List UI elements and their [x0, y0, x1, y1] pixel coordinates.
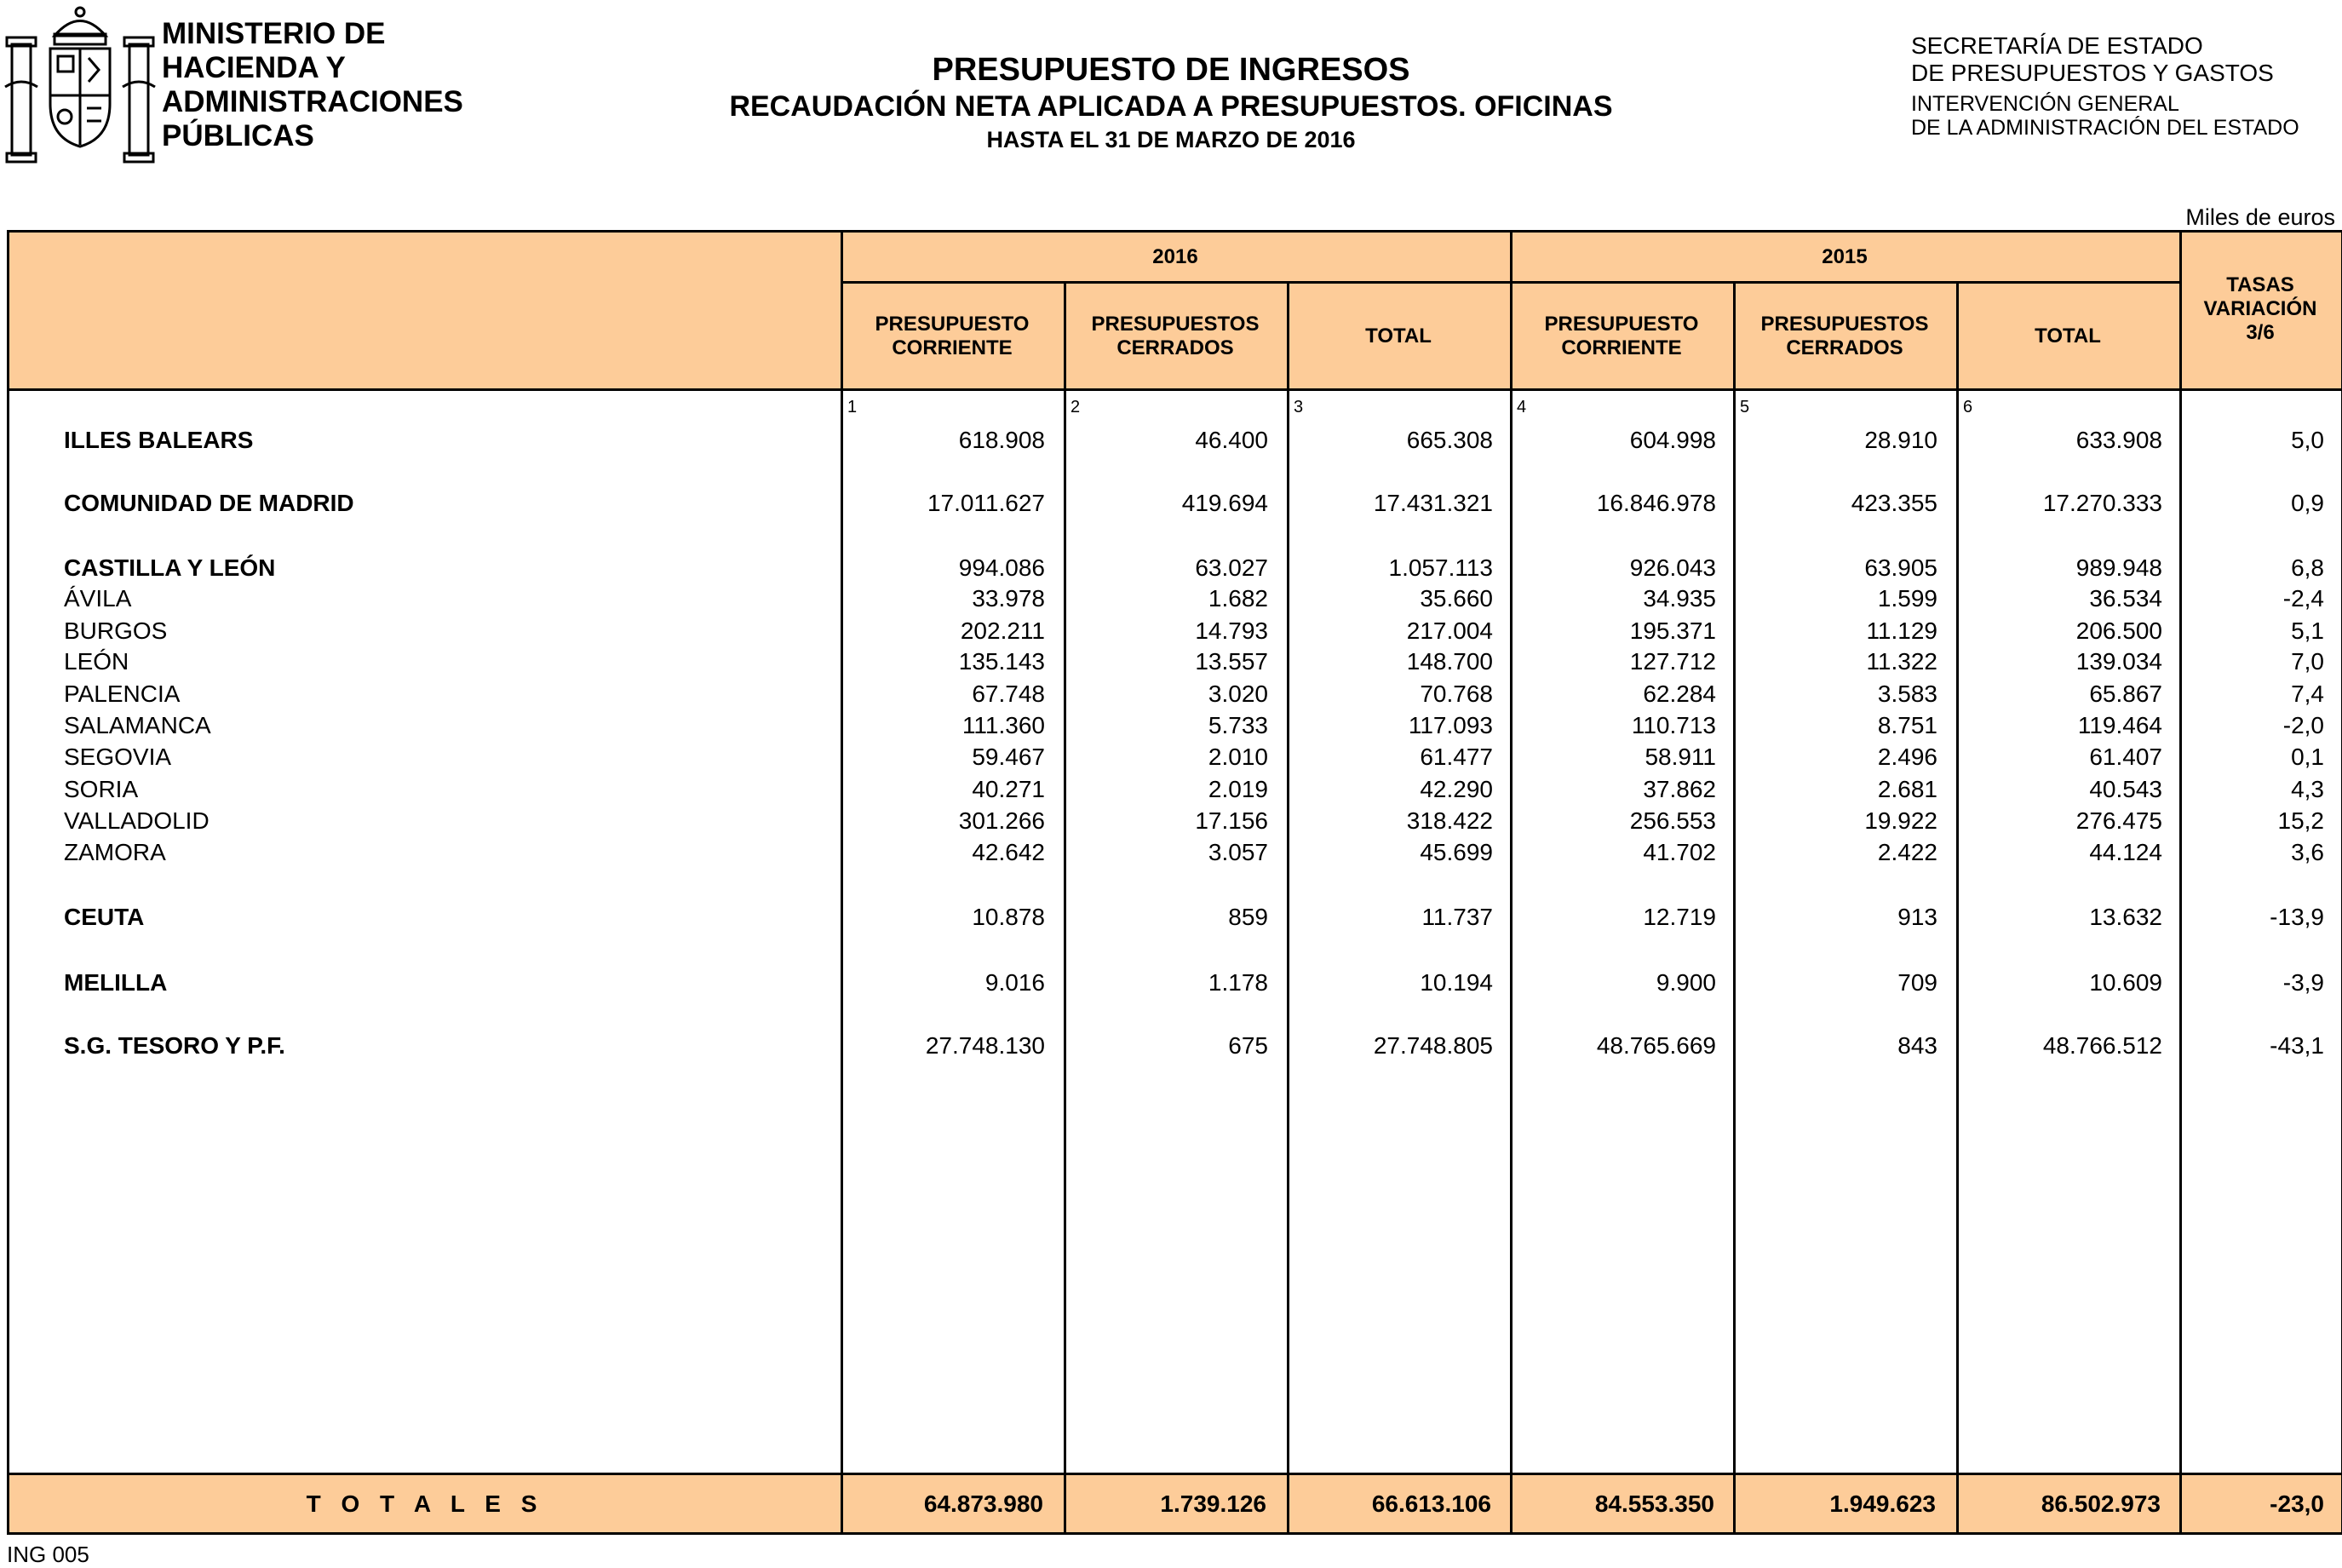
row-label: CEUTA [64, 904, 145, 930]
row-value: 13.632 [2089, 904, 2162, 930]
totals-value: 64.873.980 [923, 1490, 1043, 1517]
coat-of-arms-icon [3, 2, 157, 164]
totals-value: 1.739.126 [1160, 1490, 1266, 1517]
column-number: 1 [847, 398, 858, 416]
row-value: 0,9 [2291, 490, 2324, 516]
row-value: 61.407 [2089, 744, 2162, 770]
ministry-line: HACIENDA Y [162, 51, 346, 84]
row-value: 37.862 [1643, 776, 1716, 802]
row-value: 148.700 [1406, 648, 1493, 675]
row-value: 17.431.321 [1373, 490, 1493, 516]
row-value: 202.211 [960, 617, 1045, 644]
row-value: 2.010 [1208, 744, 1268, 770]
row-value: 27.748.130 [925, 1032, 1045, 1059]
row-value: 46.400 [1195, 427, 1268, 453]
row-label: COMUNIDAD DE MADRID [64, 490, 354, 516]
column-number: 6 [1963, 398, 1973, 416]
row-label: S.G. TESORO Y P.F. [64, 1032, 285, 1059]
row-value: 33.978 [972, 585, 1045, 612]
header-presupuesto-corriente: PRESUPUESTO CORRIENTE [875, 312, 1030, 359]
row-label: VALLADOLID [64, 807, 210, 834]
row-value: 17.011.627 [927, 490, 1045, 516]
row-value: 9.900 [1656, 969, 1716, 996]
row-value: 41.702 [1643, 839, 1716, 865]
column-number: 3 [1294, 398, 1304, 416]
row-label: PALENCIA [64, 681, 181, 707]
row-value: 127.712 [1629, 648, 1716, 675]
row-value: 44.124 [2089, 839, 2162, 865]
header-presupuesto-corriente: PRESUPUESTO CORRIENTE [1544, 312, 1699, 359]
row-value: 48.765.669 [1596, 1032, 1716, 1059]
row-value: 119.464 [2077, 712, 2162, 738]
column-rule [1064, 281, 1066, 388]
row-value: 110.713 [1631, 712, 1716, 738]
row-value: 1.057.113 [1388, 554, 1493, 581]
column-number: 4 [1517, 398, 1527, 416]
row-value: 926.043 [1629, 554, 1716, 581]
row-value: 61.477 [1420, 744, 1493, 770]
page-title: PRESUPUESTO DE INGRESOS [932, 52, 1410, 88]
row-value: 14.793 [1195, 617, 1268, 644]
row-value: 27.748.805 [1373, 1032, 1493, 1059]
row-value: 913 [1897, 904, 1937, 930]
column-rule [1956, 281, 1959, 388]
ministry-name [162, 17, 463, 153]
row-value: 63.027 [1195, 554, 1268, 581]
row-value: 633.908 [2075, 427, 2162, 453]
header-total: TOTAL [2035, 324, 2101, 347]
row-value: 70.768 [1420, 681, 1493, 707]
row-value: 5,0 [2291, 427, 2324, 453]
row-value: -3,9 [2282, 969, 2324, 996]
header-presupuestos-cerrados: PRESUPUESTOS CERRADOS [1091, 312, 1260, 359]
row-value: 59.467 [972, 744, 1045, 770]
row-value: 206.500 [2075, 617, 2162, 644]
row-value: 3.057 [1208, 839, 1268, 865]
column-rule [1733, 281, 1736, 388]
row-value: 994.086 [958, 554, 1045, 581]
header-total: TOTAL [1365, 324, 1432, 347]
row-value: 10.194 [1420, 969, 1493, 996]
row-value: 16.846.978 [1596, 490, 1716, 516]
intervencion-line: INTERVENCIÓN GENERAL [1911, 92, 2179, 116]
row-label: BURGOS [64, 617, 168, 644]
row-value: 3.020 [1208, 681, 1268, 707]
column-rule [1287, 281, 1289, 388]
row-value: 5.733 [1208, 712, 1268, 738]
header-tasas-variacion: TASAS VARIACIÓN 3/6 [2203, 273, 2317, 344]
revenue-table [7, 230, 2342, 1535]
row-value: 63.905 [1864, 554, 1937, 581]
row-value: 843 [1897, 1032, 1937, 1059]
row-value: 6,8 [2291, 554, 2324, 581]
row-value: 65.867 [2089, 681, 2162, 707]
row-value: 3,6 [2291, 839, 2324, 865]
row-value: 67.748 [972, 681, 1045, 707]
row-value: 618.908 [958, 427, 1045, 453]
row-value: 1.599 [1877, 585, 1937, 612]
row-value: 301.266 [958, 807, 1045, 834]
row-label: ÁVILA [64, 585, 132, 612]
units-label: Miles de euros [2185, 204, 2335, 230]
row-value: 12.719 [1643, 904, 1716, 930]
row-value: 10.878 [972, 904, 1045, 930]
row-value: 859 [1228, 904, 1268, 930]
row-value: 17.156 [1195, 807, 1268, 834]
row-value: 62.284 [1643, 681, 1716, 707]
column-number: 2 [1071, 398, 1081, 416]
row-label: ZAMORA [64, 839, 166, 865]
row-value: 28.910 [1864, 427, 1937, 453]
row-value: 45.699 [1420, 839, 1493, 865]
row-value: 139.034 [2075, 648, 2162, 675]
row-value: -2,4 [2282, 585, 2324, 612]
page-subtitle: RECAUDACIÓN NETA APLICADA A PRESUPUESTOS. OFICINAS [729, 90, 1613, 123]
row-value: 1.682 [1208, 585, 1268, 612]
row-value: 40.543 [2089, 776, 2162, 802]
row-value: 0,1 [2291, 744, 2324, 770]
row-value: 11.322 [1866, 648, 1937, 675]
row-value: 2.019 [1208, 776, 1268, 802]
totals-value: 84.553.350 [1594, 1490, 1714, 1517]
row-value: 5,1 [2291, 617, 2324, 644]
row-value: 11.737 [1421, 904, 1493, 930]
ministry-line: MINISTERIO DE [162, 17, 386, 50]
row-value: 35.660 [1420, 585, 1493, 612]
row-label: MELILLA [64, 969, 168, 996]
secretaria-line: DE PRESUPUESTOS Y GASTOS [1911, 60, 2274, 86]
row-label: SALAMANCA [64, 712, 211, 738]
form-code: ING 005 [7, 1542, 89, 1567]
row-value: 665.308 [1406, 427, 1493, 453]
row-value: 48.766.512 [2042, 1032, 2162, 1059]
row-value: 8.751 [1877, 712, 1937, 738]
totals-value: 86.502.973 [2041, 1490, 2161, 1517]
row-value: 7,0 [2291, 648, 2324, 675]
row-value: 4,3 [2291, 776, 2324, 802]
row-value: 117.093 [1408, 712, 1493, 738]
row-label: ILLES BALEARS [64, 427, 254, 453]
row-value: 135.143 [958, 648, 1045, 675]
row-value: 111.360 [961, 712, 1045, 738]
date-line: HASTA EL 31 DE MARZO DE 2016 [986, 127, 1356, 152]
header-presupuestos-cerrados: PRESUPUESTOS CERRADOS [1760, 312, 1929, 359]
row-value: 19.922 [1864, 807, 1937, 834]
row-value: 3.583 [1877, 681, 1937, 707]
row-value: 13.557 [1195, 648, 1268, 675]
row-value: 9.016 [984, 969, 1045, 996]
row-value: 58.911 [1645, 744, 1716, 770]
row-value: 40.271 [972, 776, 1045, 802]
totals-value: 66.613.106 [1371, 1490, 1491, 1517]
row-value: 195.371 [1629, 617, 1716, 644]
row-value: 10.609 [2089, 969, 2162, 996]
totals-value: -23,0 [2270, 1490, 2324, 1517]
year-2016-header: 2016 [1152, 244, 1198, 268]
row-value: 15,2 [2277, 807, 2324, 834]
row-value: 7,4 [2291, 681, 2324, 707]
row-value: -2,0 [2282, 712, 2324, 738]
year-2015-header: 2015 [1822, 244, 1868, 268]
row-label: LEÓN [64, 648, 129, 675]
row-value: 709 [1897, 969, 1937, 996]
row-value: 36.534 [2089, 585, 2162, 612]
row-value: 256.553 [1629, 807, 1716, 834]
row-label: SEGOVIA [64, 744, 172, 770]
report-titles [596, 51, 1746, 155]
ministry-line: ADMINISTRACIONES [162, 85, 463, 118]
row-value: 276.475 [2075, 807, 2162, 834]
totals-label: T O T A L E S [306, 1490, 544, 1517]
row-value: 34.935 [1643, 585, 1716, 612]
row-value: 423.355 [1851, 490, 1937, 516]
row-value: 419.694 [1181, 490, 1268, 516]
row-value: -43,1 [2270, 1032, 2324, 1059]
totals-value: 1.949.623 [1829, 1490, 1936, 1517]
issuing-office [1911, 32, 2299, 140]
row-value: 1.178 [1208, 969, 1268, 996]
row-value: 217.004 [1406, 617, 1493, 644]
secretaria-line: SECRETARÍA DE ESTADO [1911, 32, 2203, 59]
row-value: 604.998 [1629, 427, 1716, 453]
row-label: SORIA [64, 776, 139, 802]
row-value: 318.422 [1406, 807, 1493, 834]
row-value: 2.496 [1877, 744, 1937, 770]
row-value: 11.129 [1866, 617, 1937, 644]
row-value: 2.422 [1877, 839, 1937, 865]
row-label: CASTILLA Y LEÓN [64, 554, 276, 581]
row-value: 2.681 [1877, 776, 1937, 802]
row-value: 989.948 [2075, 554, 2162, 581]
ministry-line: PÚBLICAS [162, 119, 314, 152]
row-value: 675 [1228, 1032, 1268, 1059]
intervencion-line: DE LA ADMINISTRACIÓN DEL ESTADO [1911, 116, 2299, 140]
row-value: 42.290 [1420, 776, 1493, 802]
row-value: 17.270.333 [2042, 490, 2162, 516]
column-number: 5 [1740, 398, 1750, 416]
row-value: -13,9 [2270, 904, 2324, 930]
row-value: 42.642 [972, 839, 1045, 865]
